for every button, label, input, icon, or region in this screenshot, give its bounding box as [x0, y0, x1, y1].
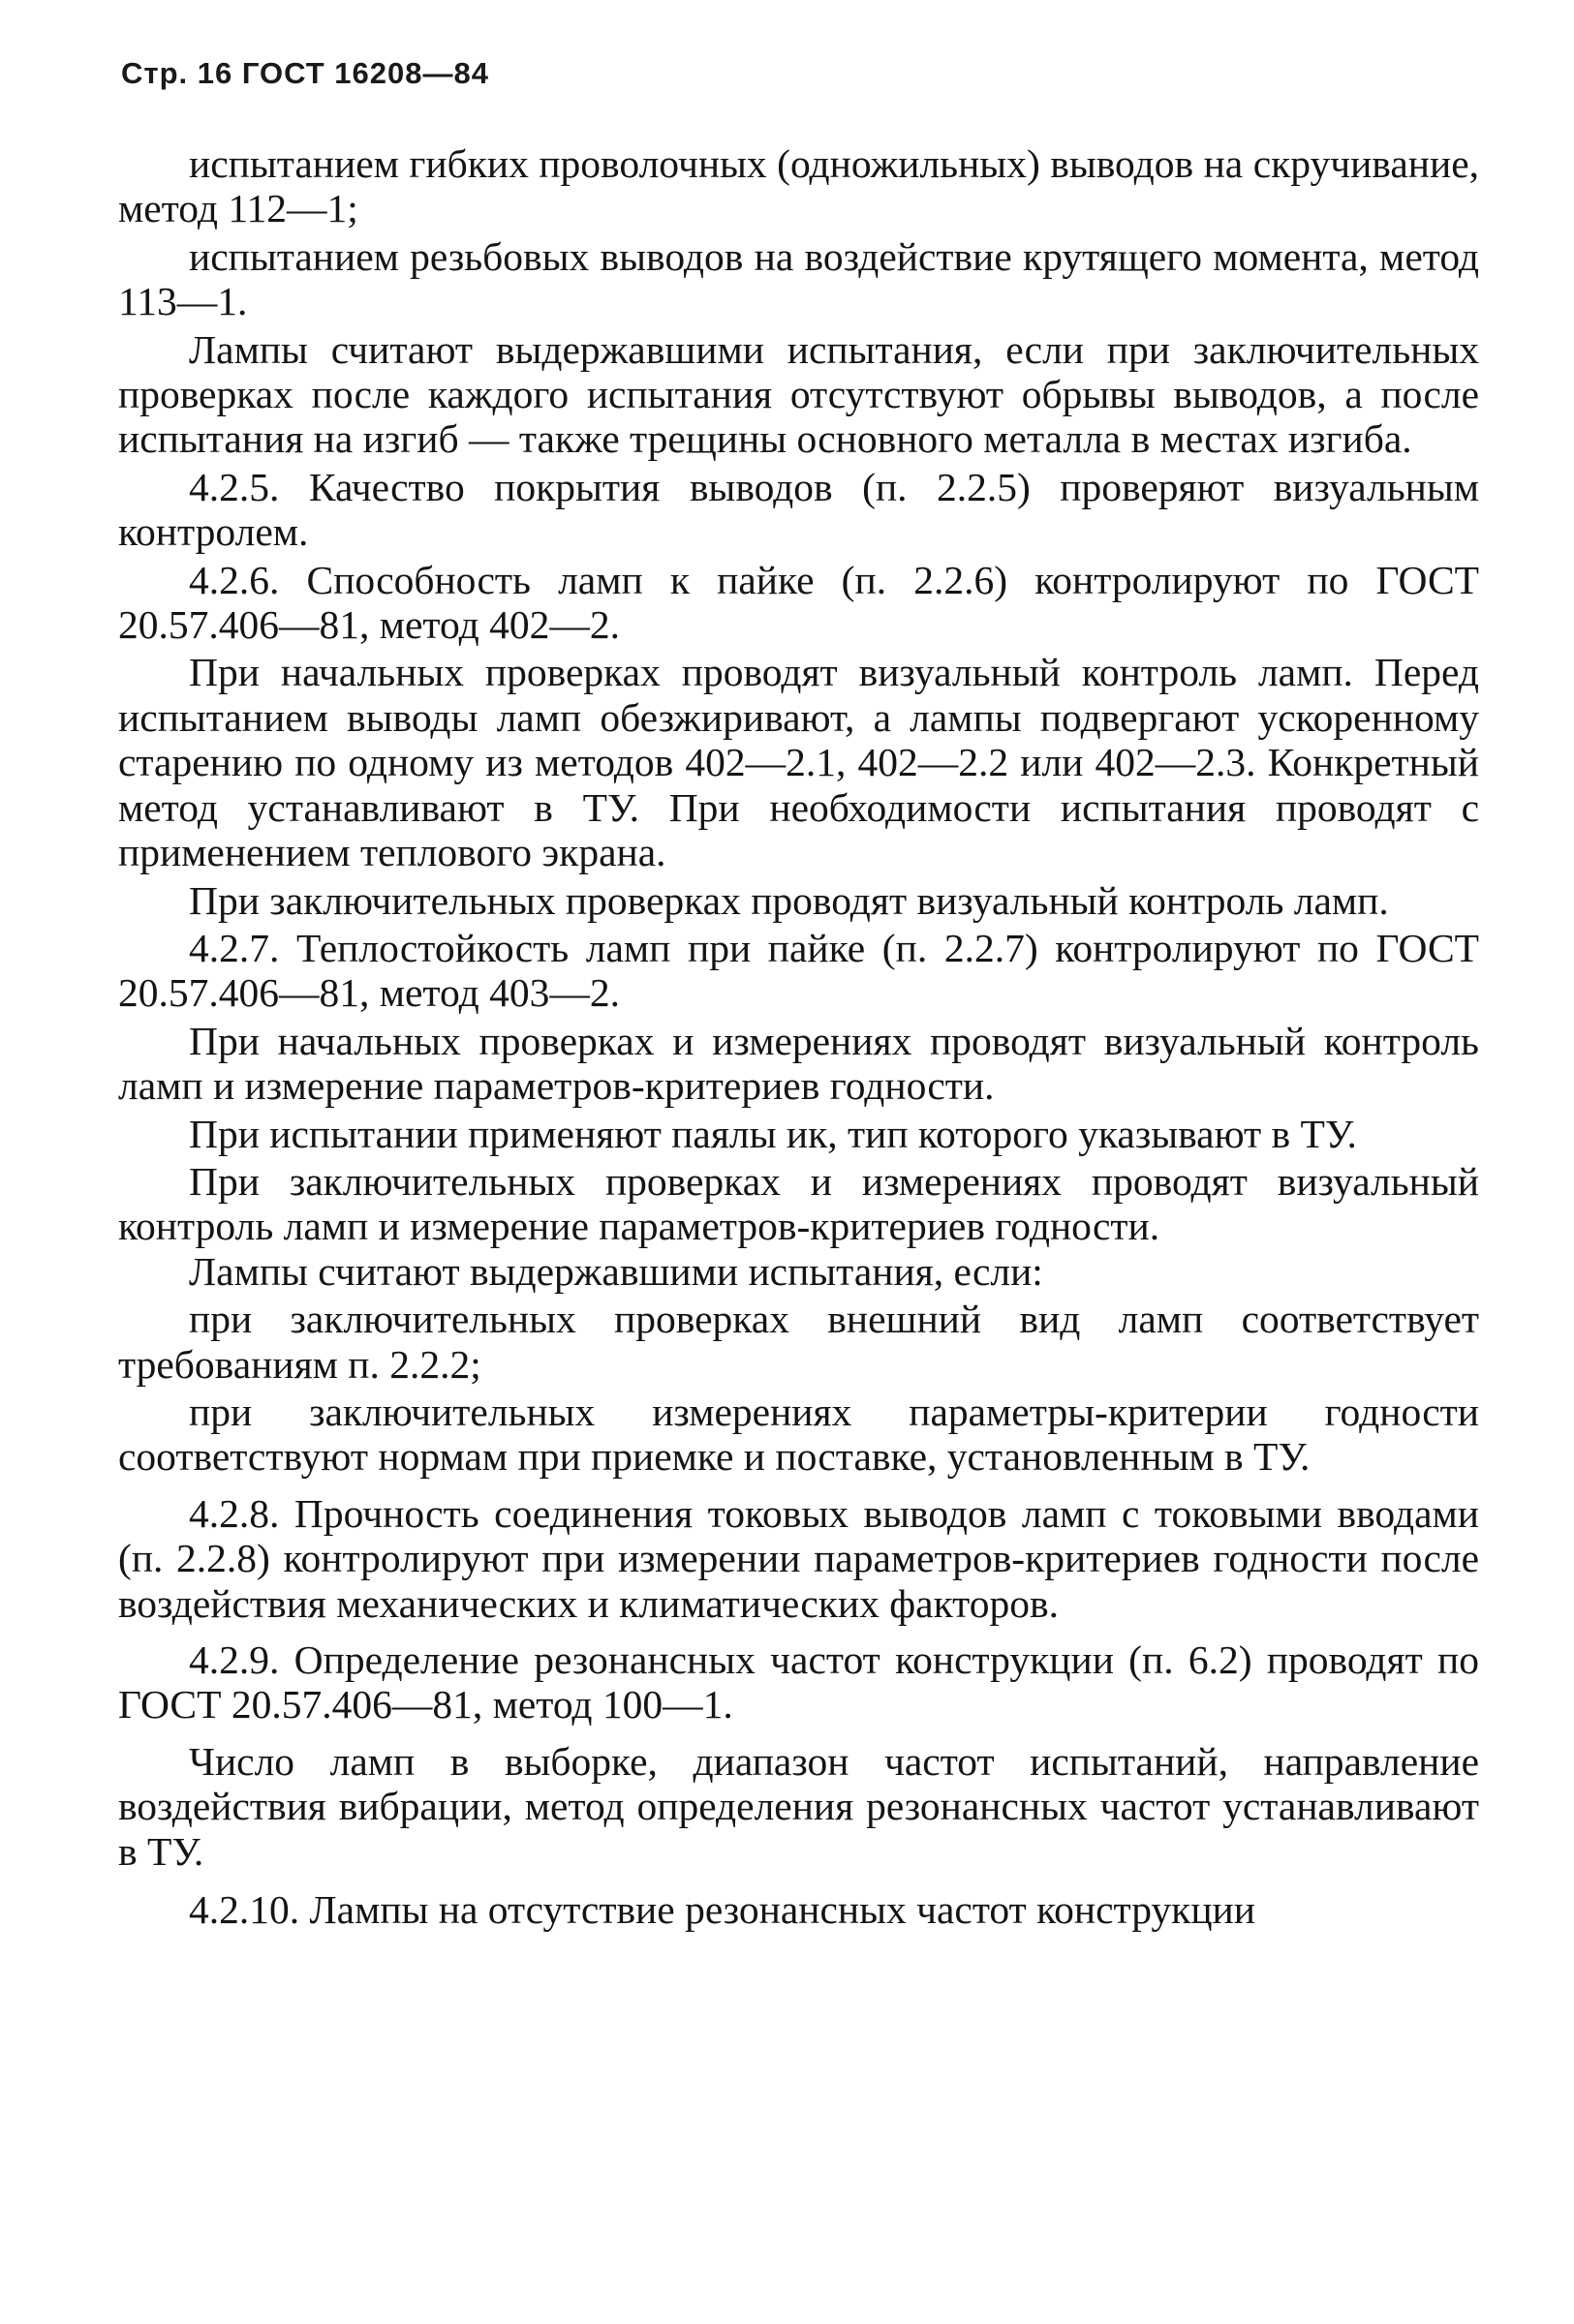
- paragraph: 4.2.8. Прочность соединения токовых выводов ламп с токовыми вводами (п. 2.2.8) контролируют при измерении параметров-критериев годности после воздействия механических и климатических факторов.: [118, 1490, 1479, 1626]
- body-text: [118, 141, 1479, 1932]
- paragraph: при заключительных проверках внешний вид ламп соответствует требованиям п. 2.2.2;: [118, 1297, 1479, 1387]
- paragraph: испытанием резьбовых выводов на воздействие крутящего момента, метод 113—1.: [118, 233, 1479, 324]
- paragraph: При заключительных проверках проводят визуальный контроль ламп.: [189, 877, 1389, 923]
- paragraph: 4.2.6. Способность ламп к пайке (п. 2.2.6) контролируют по ГОСТ 20.57.406—81, метод 402—2.: [118, 557, 1479, 648]
- paragraph: испытанием гибких проволочных (одножильных) выводов на скручивание, метод 112—1;: [118, 141, 1479, 231]
- paragraph: Лампы считают выдержавшими испытания, если:: [189, 1248, 1043, 1294]
- paragraph: при заключительных измерениях параметры-критерии годности соответствуют нормам при приемке и поставке, установленным в ТУ.: [118, 1389, 1479, 1480]
- paragraph: Число ламп в выборке, диапазон частот испытаний, направление воздействия вибрации, метод определения резонансных частот устанавливают в ТУ.: [118, 1738, 1479, 1874]
- paragraph: 4.2.9. Определение резонансных частот конструкции (п. 6.2) проводят по ГОСТ 20.57.406—81, метод 100—1.: [118, 1637, 1479, 1728]
- paragraph: 4.2.5. Качество покрытия выводов (п. 2.2.5) проверяют визуальным контролем.: [118, 464, 1479, 555]
- paragraph: При начальных проверках и измерениях проводят визуальный контроль ламп и измерение параметров-критериев годности.: [118, 1018, 1479, 1109]
- paragraph: При испытании применяют паялы ик, тип которого указывают в ТУ.: [189, 1111, 1357, 1156]
- running-head: Стр. 16 ГОСТ 16208—84: [121, 56, 489, 90]
- paragraph: Лампы считают выдержавшими испытания, если при заключительных проверках после каждого испытания отсутствуют обрывы выводов, а после испытания на изгиб — также трещины основного металла в местах изгиба.: [118, 326, 1479, 462]
- paragraph: 4.2.10. Лампы на отсутствие резонансных частот конструкции: [189, 1887, 1255, 1933]
- paragraph: При заключительных проверках и измерениях проводят визуальный контроль ламп и измерение параметров-критериев годности.: [118, 1158, 1479, 1249]
- paragraph: При начальных проверках проводят визуальный контроль ламп. Перед испытанием выводы ламп обезжиривают, а лампы подвергают ускоренному старению по одному из методов 402—2.1, 402—2.2 или 402—2.3. Конкретный метод устанавливают в ТУ. При необходимости испытания проводят с применением теплового экрана.: [118, 650, 1479, 875]
- paragraph: 4.2.7. Теплостойкость ламп при пайке (п. 2.2.7) контролируют по ГОСТ 20.57.406—81, метод 403—2.: [118, 925, 1479, 1016]
